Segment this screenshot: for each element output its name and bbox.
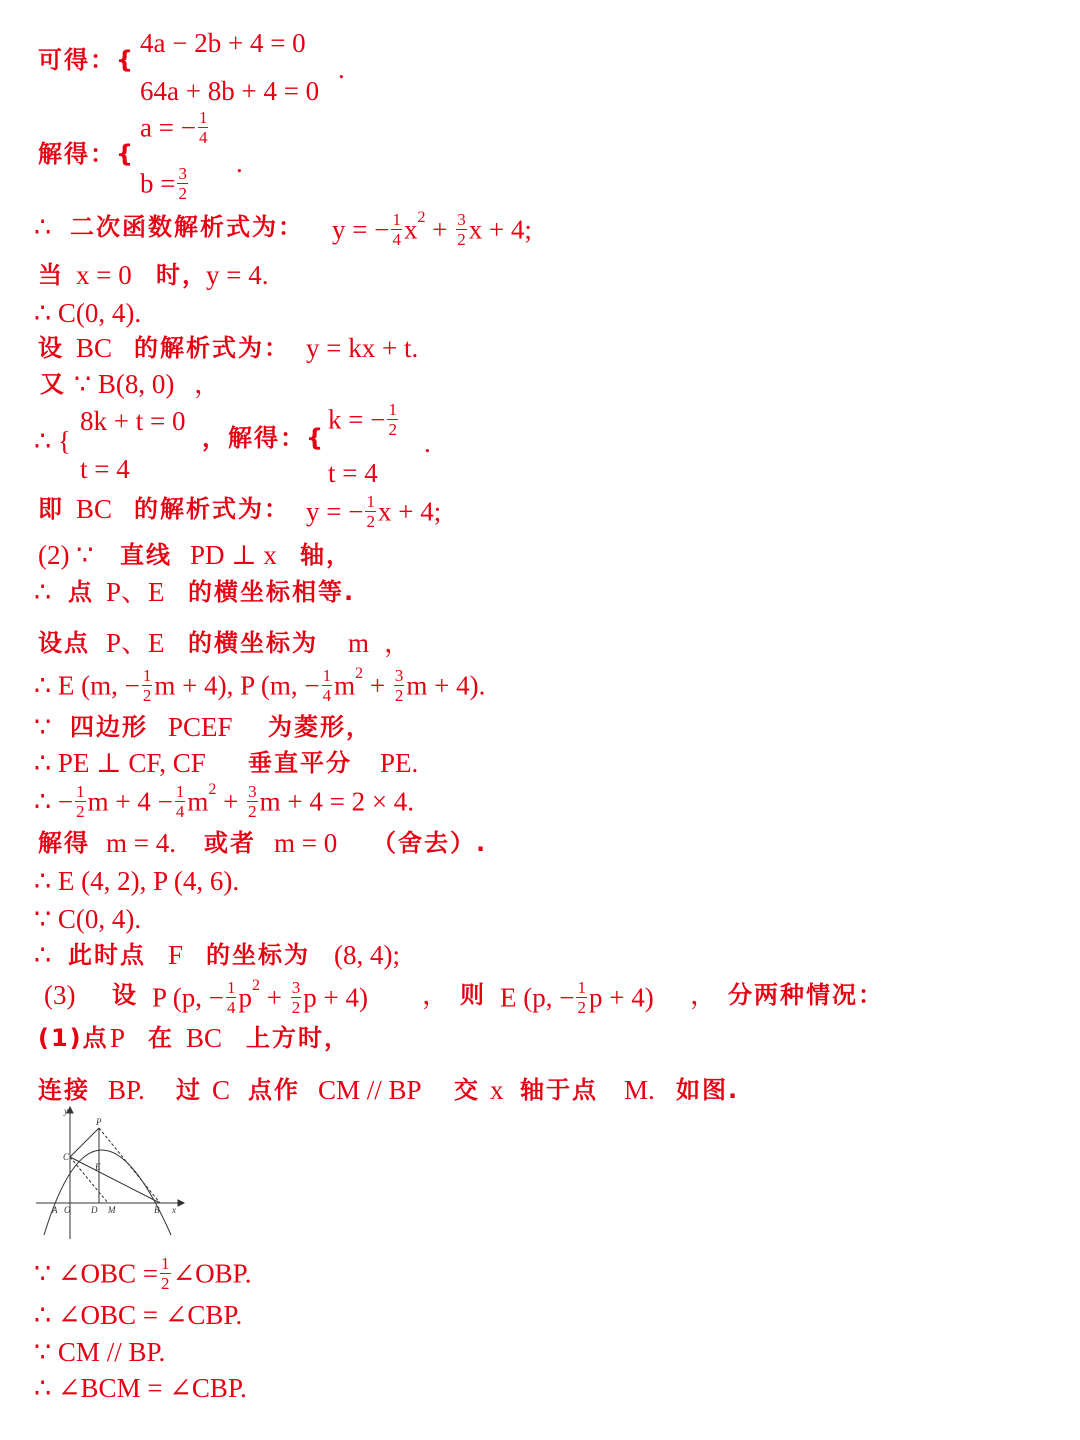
l13-f2n: 1 (322, 666, 332, 685)
q-f2d: 2 (457, 230, 466, 249)
l12-e: ， (384, 628, 411, 658)
l23-j: M. (624, 1075, 655, 1105)
l21-f1d: 4 (226, 998, 236, 1017)
l13-f3n: 3 (394, 666, 404, 685)
l21-j: p + 4) (588, 982, 654, 1013)
l16-e: m + 4 = 2 × 4. (259, 786, 415, 817)
l21-k: ， (690, 980, 717, 1010)
l13-sq: 2 (355, 665, 364, 682)
l22-d: BC (186, 1023, 223, 1053)
l13-frac1 (142, 667, 153, 704)
l24-fd: 2 (161, 1274, 170, 1293)
l13-e: m + 4). (406, 670, 486, 701)
line-same-x (0, 579, 1080, 623)
l21-b: 设 (112, 981, 138, 1009)
q-frac-1 (391, 211, 402, 248)
b-eq: b = (140, 168, 176, 199)
label-o: O (64, 1205, 71, 1215)
l21-f: p + 4) (303, 982, 368, 1013)
l8-end: . (424, 428, 431, 458)
l8-a: ∴ { (34, 426, 71, 456)
line-equation-m (0, 781, 1080, 830)
l23-c: 过 (176, 1076, 202, 1104)
l8-kn: 1 (388, 400, 397, 419)
l16-f2n: 1 (175, 782, 185, 801)
line-cm (70, 1157, 108, 1203)
l8-e1: 8k + t = 0 (80, 406, 186, 436)
l20-e: (8, 4); (334, 940, 400, 970)
l23-b: BP. (108, 1075, 145, 1105)
l16-c: m (187, 786, 209, 817)
l9-frac (365, 493, 376, 530)
l16-f2d: 4 (175, 802, 185, 821)
l13-frac3 (394, 667, 405, 704)
l11-d: 的横坐标相等. (188, 578, 356, 606)
l10-c: PD ⊥ x (190, 540, 277, 570)
l13-c: m (334, 670, 356, 701)
b-fraction (177, 165, 188, 202)
system-kt (0, 400, 1080, 494)
l21-f2d: 2 (291, 998, 301, 1017)
l20-d: 的坐标为 (206, 941, 310, 969)
l8-k (328, 400, 400, 441)
l24-b: ∠OBP. (172, 1258, 252, 1289)
l21-l: 分两种情况： (728, 981, 884, 1009)
l7-a: 又 (40, 370, 66, 398)
l14-d: 为菱形， (268, 713, 372, 741)
l23-a: 连接 (38, 1076, 90, 1104)
l21-c: P (p, − (152, 982, 224, 1013)
l14-c: PCEF (168, 712, 233, 742)
l8-teq: t = 4 (328, 458, 378, 488)
line-bc-expr (0, 492, 1080, 540)
l24-expr (34, 1254, 252, 1295)
l17-c: 或者 (204, 829, 256, 857)
l21-e: + (259, 982, 289, 1013)
l21-f2n: 3 (291, 978, 301, 997)
l9-fd: 2 (366, 512, 375, 531)
a-value (140, 108, 210, 149)
l6-b: BC (76, 333, 113, 363)
l6-c: 的解析式为： (134, 334, 290, 362)
system-prefix: 可得：{ (38, 46, 136, 74)
l14-a: ∵ (34, 712, 52, 742)
l21-f3d: 2 (577, 998, 586, 1017)
l21-frac3 (576, 979, 587, 1016)
l6-d: y = kx + t. (306, 333, 419, 363)
l11-b: 点 (68, 578, 94, 606)
l21-frac2 (291, 979, 302, 1016)
l24-frac (160, 1255, 171, 1292)
l15-a: ∴ PE ⊥ CF, CF (34, 748, 206, 778)
l13-expr (34, 665, 486, 707)
label-m: M (108, 1205, 116, 1215)
ab-end: . (236, 148, 243, 178)
l23-h: x (490, 1075, 504, 1105)
l10-d: 轴， (300, 541, 352, 569)
system-eq-1: 4a − 2b + 4 = 0 (140, 28, 306, 58)
l21-i: E (p, − (500, 982, 575, 1013)
l13-f2d: 4 (322, 686, 332, 705)
l21-frac1 (226, 979, 237, 1016)
b-value (140, 164, 190, 205)
q-plus: + (425, 214, 455, 245)
l23-i: 轴于点 (520, 1076, 598, 1104)
l17-a: 解得 (38, 829, 90, 857)
l12-c: 的横坐标为 (188, 629, 318, 657)
q-sq: 2 (417, 209, 426, 226)
l16-f3n: 3 (248, 782, 257, 801)
l9-e: x + 4; (377, 496, 442, 527)
line-f-coords (0, 942, 1080, 986)
label-a: A (52, 1205, 58, 1215)
line-ep-coords (0, 665, 1080, 714)
l11-a: ∴ (34, 577, 52, 607)
l13-frac2 (322, 667, 333, 704)
l21-h: 则 (460, 981, 486, 1009)
l22-b: P (110, 1023, 126, 1053)
l16-frac2 (175, 783, 186, 820)
l20-c: F (168, 940, 184, 970)
label-c: C (63, 1152, 70, 1162)
eq-system-1 (0, 30, 1080, 110)
line-angle-1 (0, 1254, 1080, 1302)
l9-fn: 1 (366, 492, 375, 511)
l23-f: CM // BP (318, 1075, 422, 1105)
l23-g: 交 (454, 1076, 480, 1104)
l20-a: ∴ (34, 940, 52, 970)
line-angle-3 (0, 1375, 1080, 1419)
l12-a: 设点 (38, 629, 90, 657)
l16-d: + (216, 786, 246, 817)
l8-keq: k = − (328, 404, 386, 435)
l21-sq: 2 (251, 977, 260, 994)
l5-a: ∴ C(0, 4). (34, 298, 142, 328)
l8-kfrac (387, 401, 398, 438)
label-d: D (91, 1205, 98, 1215)
l16-a: ∴ − (34, 786, 74, 817)
l6-a: 设 (38, 334, 64, 362)
q-f2n: 3 (457, 210, 466, 229)
l23-d: C (212, 1075, 231, 1105)
l13-d: + (363, 670, 392, 701)
l24-fn: 1 (161, 1254, 170, 1273)
l27-a: ∴ ∠BCM = ∠CBP. (34, 1373, 247, 1403)
a-num: 1 (198, 108, 208, 127)
l25-a: ∴ ∠OBC = ∠CBP. (34, 1300, 243, 1330)
l10-b: 直线 (120, 541, 172, 569)
geometry-figure (36, 1105, 186, 1240)
x-arrow (178, 1200, 184, 1206)
l19-a: ∵ C(0, 4). (34, 904, 142, 934)
l8-e2: t = 4 (80, 454, 130, 484)
l9-a: 即 (38, 495, 64, 523)
l15-c: PE. (380, 748, 419, 778)
l11-c: P、E (106, 577, 165, 607)
l9-b: BC (76, 494, 113, 524)
l16-f1n: 1 (76, 782, 85, 801)
solution-prefix: 解得：{ (38, 140, 136, 168)
l4-c: 时， (156, 261, 208, 289)
l13-b: m + 4), P (m, − (154, 670, 320, 701)
l21-g: ， (422, 980, 449, 1010)
q-f1n: 1 (392, 210, 401, 229)
l20-b: 此时点 (68, 941, 146, 969)
label-b: B (154, 1205, 160, 1215)
l4-d: y = 4. (206, 260, 269, 290)
l23-e: 点作 (248, 1076, 300, 1104)
l16-frac1 (75, 783, 86, 820)
l24-a: ∵ ∠OBC = (34, 1258, 159, 1289)
l14-b: 四边形 (70, 713, 148, 741)
l9-c: 的解析式为： (134, 495, 290, 523)
l22-a: (1)点 (38, 1024, 109, 1052)
label-y: y (64, 1106, 68, 1116)
l13-f3d: 2 (394, 686, 404, 705)
solution-ab (0, 108, 1080, 212)
q-x: x (403, 214, 418, 245)
b-num: 3 (178, 164, 187, 183)
l9-expr (306, 492, 442, 533)
l22-c: 在 (148, 1024, 174, 1052)
l4-b: x = 0 (76, 260, 132, 290)
therefore-1: ∴ (34, 212, 52, 242)
l22-e: 上方时， (246, 1024, 350, 1052)
q-y: y = − (332, 214, 390, 245)
line-set-m (0, 630, 1080, 674)
line-cp (70, 1128, 99, 1157)
quadratic-expr (332, 209, 532, 251)
l8-mid: ，解得：{ (202, 424, 326, 452)
l15-b: 垂直平分 (248, 749, 352, 777)
a-eq: a = − (140, 112, 196, 143)
l21-a: (3) (44, 980, 76, 1010)
l21-d: p (238, 982, 252, 1013)
system-eq-2: 64a + 8b + 4 = 0 (140, 76, 320, 106)
line-case1 (0, 1025, 1080, 1069)
line-bc (70, 1157, 160, 1203)
l7-c: ， (194, 369, 221, 399)
l9-d: y = − (306, 496, 364, 527)
q-f1d: 4 (392, 230, 401, 249)
line-part3 (0, 977, 1080, 1026)
q-frac-2 (456, 211, 467, 248)
quadratic-text: 二次函数解析式为： (70, 213, 304, 241)
label-x: x (172, 1205, 176, 1215)
l16-f1d: 2 (76, 802, 85, 821)
l12-d: m (348, 628, 370, 658)
l7-b: ∵ B(8, 0) (74, 369, 175, 399)
l16-expr (34, 781, 415, 823)
l17-b: m = 4. (106, 828, 176, 858)
l16-frac3 (247, 783, 258, 820)
l16-sq: 2 (208, 781, 217, 798)
l16-f3d: 2 (248, 802, 257, 821)
l21-f3n: 1 (577, 978, 586, 997)
l12-b: P、E (106, 628, 165, 658)
l4-a: 当 (38, 261, 64, 289)
l21-p-expr (152, 977, 368, 1019)
l8-kd: 2 (388, 420, 397, 439)
label-e: E (95, 1162, 101, 1172)
l17-d: m = 0 (274, 828, 338, 858)
a-den: 4 (198, 128, 208, 147)
a-fraction (198, 109, 209, 146)
parabola (44, 1150, 171, 1235)
l26-a: ∵ CM // BP. (34, 1337, 166, 1367)
system-end: . (338, 54, 345, 84)
l16-b: m + 4 − (87, 786, 173, 817)
l23-k: 如图. (676, 1076, 740, 1104)
l13-a: ∴ E (m, − (34, 670, 140, 701)
quadratic-line (0, 209, 1080, 258)
q-tail: x + 4; (468, 214, 532, 245)
l21-e-expr (500, 978, 654, 1019)
b-den: 2 (178, 184, 187, 203)
l18-a: ∴ E (4, 2), P (4, 6). (34, 866, 240, 896)
l21-f1n: 1 (226, 978, 236, 997)
l13-f1n: 1 (142, 666, 152, 685)
l10-a: (2) ∵ (38, 540, 94, 570)
label-p: P (96, 1117, 102, 1127)
l17-e: （舍去）. (372, 829, 488, 857)
l13-f1d: 2 (142, 686, 152, 705)
